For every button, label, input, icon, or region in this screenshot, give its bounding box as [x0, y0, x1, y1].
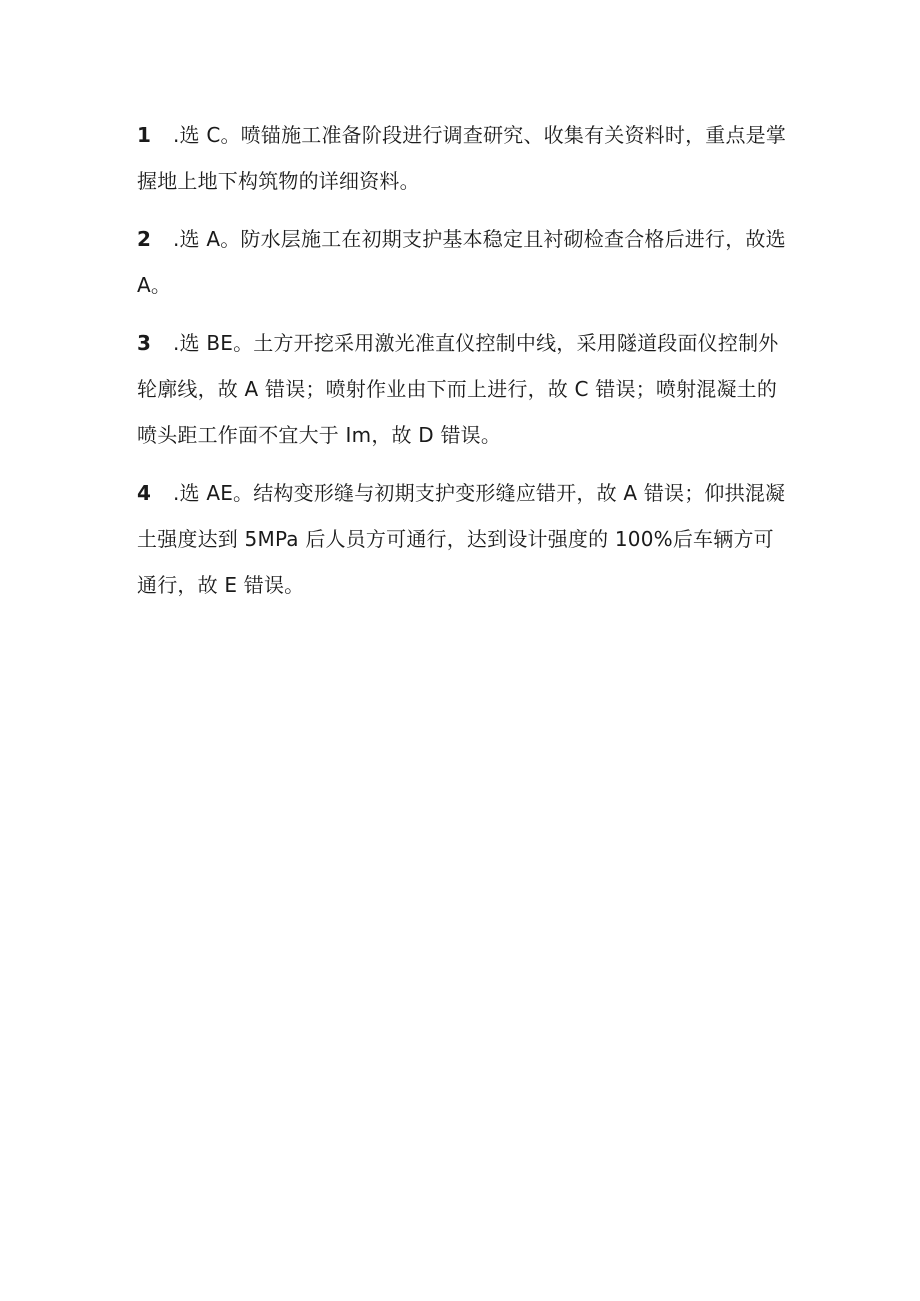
item-number: 2: [137, 227, 152, 251]
item-text: .选 A。防水层施工在初期支护基本稳定且衬砌检查合格后进行，故选A。: [137, 227, 786, 297]
document-body: [137, 112, 787, 620]
item-text: .选 AE。结构变形缝与初期支护变形缝应错开，故 A 错误；仰拱混凝土强度达到 5MPa 后人员方可通行，达到设计强度的 100%后车辆方可通行，故 E 错误。: [137, 481, 786, 597]
answer-item-4: [137, 470, 787, 608]
answer-item-1: [137, 112, 787, 204]
item-text: .选 C。喷锚施工准备阶段进行调查研究、收集有关资料时，重点是掌握地上地下构筑物的详细资料。: [137, 123, 787, 193]
answer-item-3: [137, 320, 787, 458]
item-number: 4: [137, 481, 152, 505]
item-number: 1: [137, 123, 152, 147]
item-text: .选 BE。土方开挖采用激光准直仪控制中线，采用隧道段面仪控制外轮廓线，故 A 错误；喷射作业由下而上进行，故 C 错误；喷射混凝土的喷头距工作面不宜大于 Im，故 D 错误。: [137, 331, 779, 447]
item-number: 3: [137, 331, 152, 355]
answer-item-2: [137, 216, 787, 308]
